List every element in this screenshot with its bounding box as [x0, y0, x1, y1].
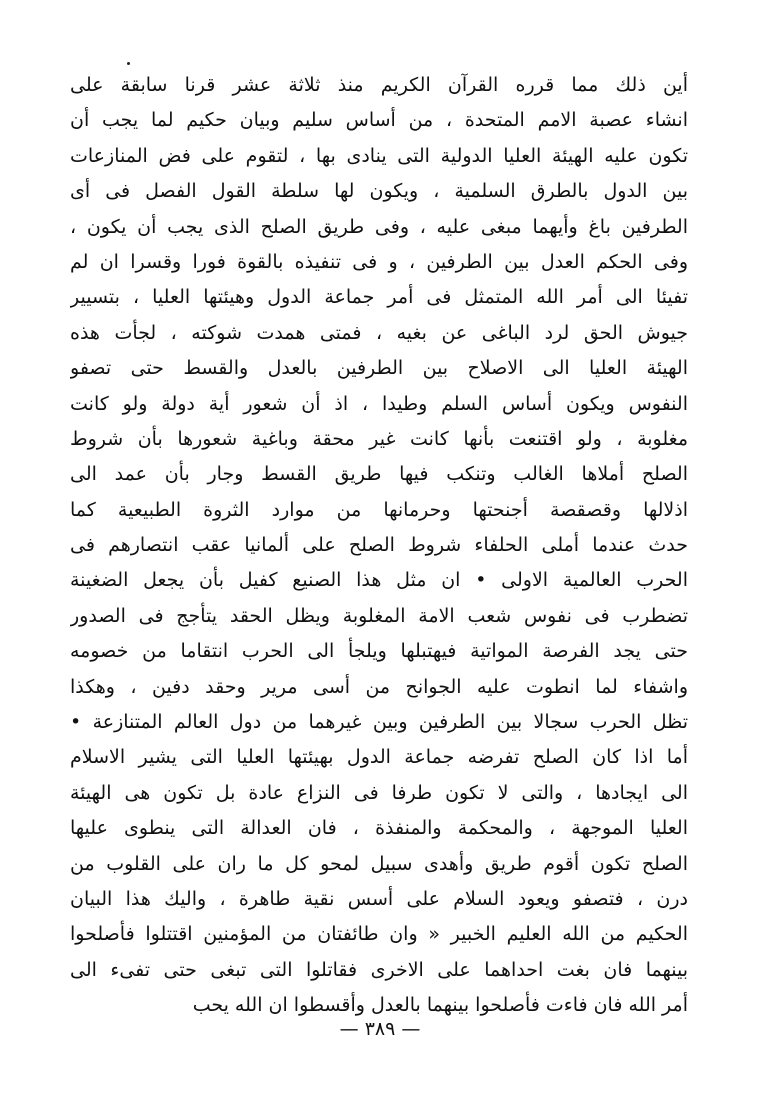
text-line: مغلوبة ، ولو اقتنعت بأنها كانت غير محقة وباغية شعورها بأن شروط — [70, 427, 688, 450]
text-line: الحرب العالمية الاولى • ان مثل هذا الصنيع كفيل بأن يجعل الضغينة — [70, 569, 688, 592]
text-line: الى ايجادها ، والتى لا تكون طرفا فى النزاع عادة بل تكون هى الهيئة — [70, 781, 688, 804]
text-line: تفيئا الى أمر الله المتمثل فى أمر جماعة الدول وهيئتها العليا ، بتسيير — [70, 286, 688, 309]
text-line: بين الدول بالطرق السلمية ، ويكون لها سلطة القول الفصل فى أى — [70, 180, 688, 203]
page-number: — ٣٨٩ — — [339, 1018, 421, 1040]
text-line: تظل الحرب سجالا بين الطرفين وبين غيرهما من دول العالم المتنازعة • — [70, 711, 688, 734]
text-line: واشفاء لما انطوت عليه الجوانح من أسى مرير وحقد دفين ، وهكذا — [70, 675, 688, 698]
text-line: أين ذلك مما قرره القرآن الكريم منذ ثلاثة عشر قرنا سابقة على — [70, 74, 688, 96]
text-line: الحكيم من الله العليم الخبير « وان طائفتان من المؤمنين اقتتلوا فأصلحوا — [70, 923, 688, 946]
text-line: النفوس ويكون أساس السلم وطيدا ، اذ أن شعور أية دولة ولو كانت — [70, 392, 688, 415]
text-line: أمر الله فان فاءت فأصلحوا بينهما بالعدل وأقسطوا ان الله يحب — [192, 994, 688, 1017]
text-line: الصلح أملاها الغالب وتنكب فيها طريق القسط وجار بأن عمد الى — [70, 463, 688, 486]
text-line: العليا الموجهة ، والمحكمة والمنفذة ، فان العدالة التى ينطوى عليها — [70, 817, 688, 840]
text-line: الصلح تكون أقوم طريق وأهدى سبيل لمحو كل ما ران على القلوب من — [70, 852, 688, 875]
text-line: انشاء عصبة الامم المتحدة ، من أساس سليم وبيان حكيم لما يجب أن — [70, 109, 688, 132]
text-line: بينهما فان بغت احداهما على الاخرى فقاتلوا التى تبغى حتى تفىء الى — [70, 958, 688, 981]
text-line: اذلالها وقصقصة أجنحتها وحرمانها من موارد الثروة الطبيعية كما — [70, 498, 688, 521]
text-line: الهيئة العليا الى الاصلاح بين الطرفين بالعدل والقسط حتى تصفو — [70, 357, 688, 380]
text-line: تضطرب فى نفوس شعب الامة المغلوبة ويظل الحقد يتأجج فى الصدور — [70, 604, 688, 627]
text-line: تكون عليه الهيئة العليا الدولية التى ينادى بها ، لتقوم على فض المنازعات — [70, 144, 688, 167]
text-line: حتى يجد الفرصة المواتية فيهتبلها ويلجأ الى الحرب انتقاما من خصومه — [70, 640, 688, 663]
text-line: جيوش الحق لرد الباغى عن بغيه ، فمتى همدت شوكته ، لجأت هذه — [70, 321, 688, 344]
text-line: الطرفين باغ وأيهما مبغى عليه ، وفى طريق الصلح الذى يجب أن يكون ، — [70, 215, 688, 238]
page-speck — [127, 62, 130, 65]
text-line: وفى الحكم العدل بين الطرفين ، و فى تنفيذه بالقوة فورا وقسرا ان لم — [70, 250, 688, 273]
text-line: حدث عندما أملى الحلفاء شروط الصلح على ألمانيا عقب انتصارهم فى — [70, 534, 688, 557]
text-line: درن ، فتصفو ويعود السلام على أسس نقية طاهرة ، واليك هذا البيان — [70, 887, 688, 910]
body-text — [70, 68, 688, 1024]
text-line: أما اذا كان الصلح تفرضه جماعة الدول بهيئتها العليا التى يشير الاسلام — [70, 746, 688, 769]
